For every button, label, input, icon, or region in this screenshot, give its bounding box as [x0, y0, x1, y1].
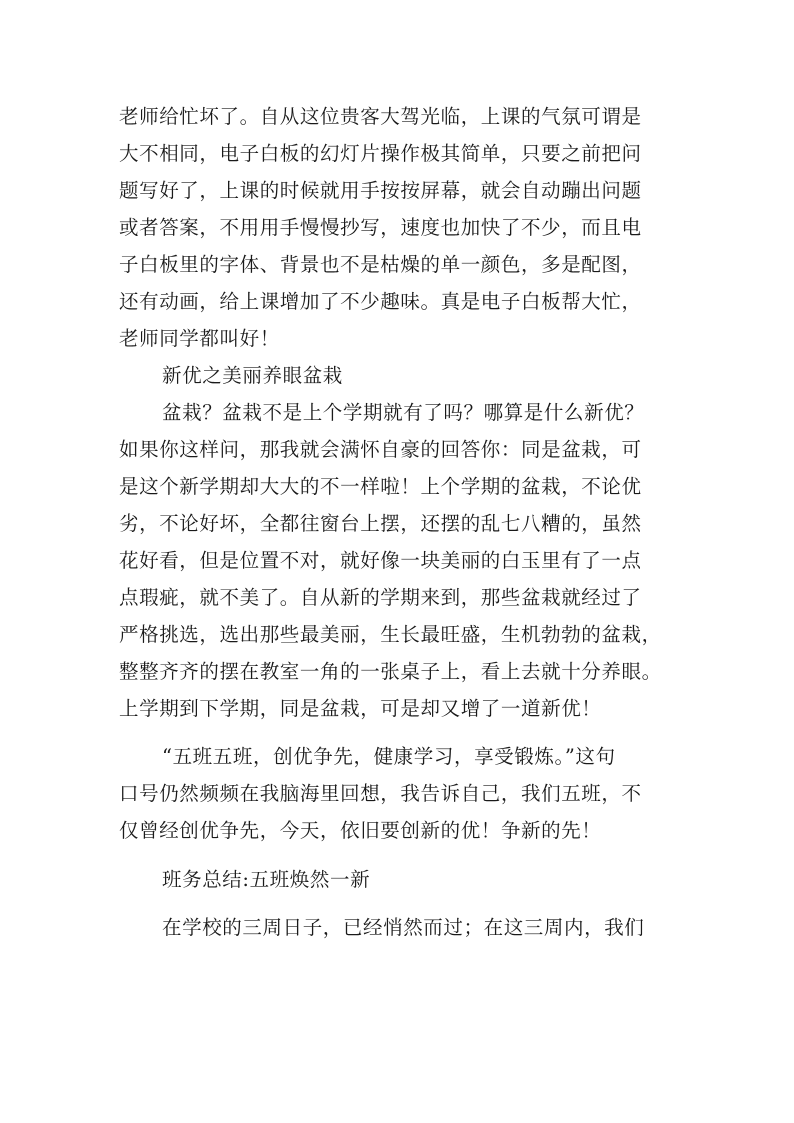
text-line: 是这个新学期却大大的不一样啦！上个学期的盆栽，不论优	[119, 475, 642, 498]
text-line: 老师同学都叫好！	[119, 327, 280, 350]
text-line: 还有动画，给上课增加了不少趣味。真是电子白板帮大忙，	[119, 290, 642, 313]
text-line: 劣，不论好坏，全都往窗台上摆，还摆的乱七八糟的，虽然	[119, 512, 642, 535]
text-line: 点瑕疵，就不美了。自从新的学期来到，那些盆栽就经过了	[119, 586, 642, 609]
text-line: 仅曾经创优争先，今天，依旧要创新的优！争新的先！	[119, 819, 602, 842]
text-line: 严格挑选，选出那些最美丽，生长最旺盛，生机勃勃的盆栽，	[119, 623, 662, 646]
text-line: 老师给忙坏了。自从这位贵客大驾光临，上课的气氛可谓是	[119, 105, 642, 128]
text-line: 盆栽？盆栽不是上个学期就有了吗？哪算是什么新优？	[162, 401, 645, 424]
text-line: 如果你这样问，那我就会满怀自豪的回答你：同是盆栽，可	[119, 438, 642, 461]
section-heading: 新优之美丽养眼盆栽	[162, 364, 343, 387]
text-line: 子白板里的字体、背景也不是枯燥的单一颜色，多是配图，	[119, 253, 642, 276]
text-line: 或者答案，不用用手慢慢抄写，速度也加快了不少，而且电	[119, 216, 642, 239]
section-heading: 班务总结:五班焕然一新	[162, 868, 371, 891]
text-line: 在学校的三周日子，已经悄然而过；在这三周内，我们	[162, 916, 645, 939]
text-line: 题写好了，上课的时候就用手按按屏幕，就会自动蹦出问题	[119, 179, 642, 202]
text-line: 整整齐齐的摆在教室一角的一张桌子上，看上去就十分养眼。	[119, 660, 662, 683]
text-line: 口号仍然频频在我脑海里回想，我告诉自己，我们五班，不	[119, 782, 642, 805]
text-line: 大不相同，电子白板的幻灯片操作极其简单，只要之前把问	[119, 142, 642, 165]
text-line: 花好看，但是位置不对，就好像一块美丽的白玉里有了一点	[119, 549, 642, 572]
text-line: “五班五班，创优争先，健康学习，享受锻炼。”这句	[162, 745, 616, 768]
text-line: 上学期到下学期，同是盆栽，可是却又增了一道新优！	[119, 697, 602, 720]
